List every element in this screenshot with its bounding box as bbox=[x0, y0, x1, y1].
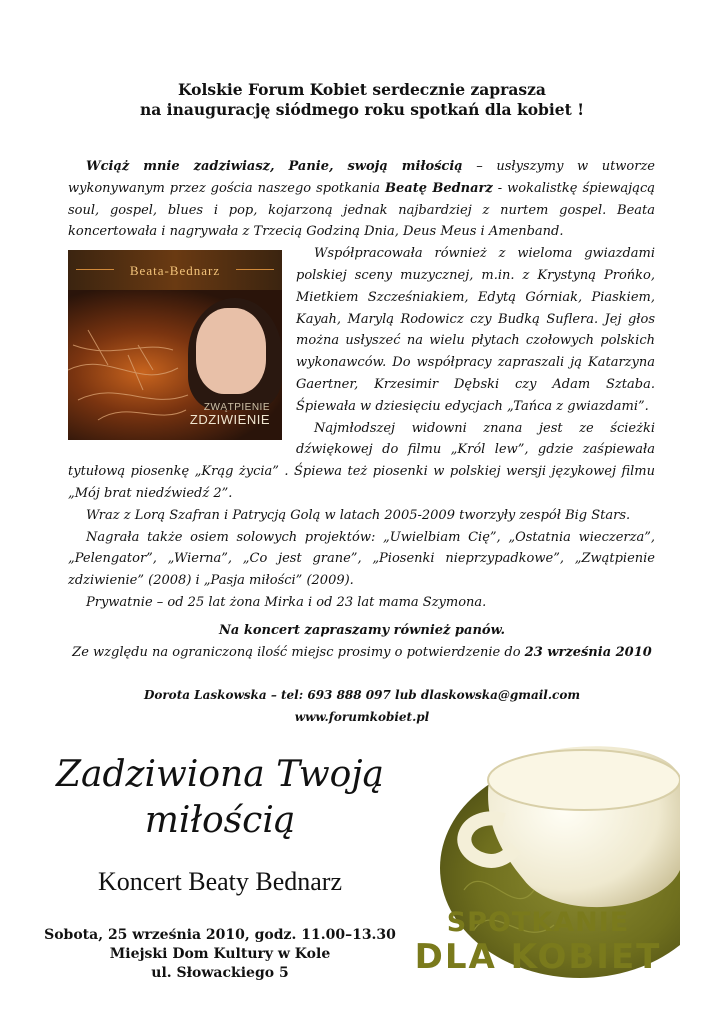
intro-name: Beatę Bednarz bbox=[385, 180, 493, 196]
invitation-header bbox=[0, 80, 724, 120]
intro-text-1: – usłyszymy w utworze wykonywanym przez gościa naszego spotkania bbox=[68, 159, 656, 196]
brand-line-1: SPOTKANIE bbox=[446, 907, 630, 938]
album-title-small: ZWĄTPIENIE bbox=[203, 402, 270, 414]
article-body bbox=[68, 156, 655, 614]
paragraph-private: Prywatnie – od 25 lat żona Mirka i od 23 lat mama Szymona. bbox=[86, 594, 487, 610]
portrait-face bbox=[196, 308, 266, 394]
intro-quote: Wciąż mnie zadziwiasz, Panie, swoją miłością bbox=[86, 159, 463, 174]
album-title-big: ZDZIWIENIE bbox=[189, 412, 270, 428]
invite-men-line: Na koncert zapraszamy również panów. bbox=[219, 623, 505, 638]
event-venue: Miejski Dom Kultury w Kole bbox=[109, 946, 331, 962]
invitation-note bbox=[0, 620, 724, 664]
confirmation-line bbox=[0, 642, 724, 664]
contact-line: Dorota Laskowska – tel: 693 888 097 lub dlaskowska@gmail.com bbox=[143, 688, 581, 702]
website-link[interactable]: www.forumkobiet.pl bbox=[294, 710, 430, 724]
brand-line-2: DLA KOBIET bbox=[414, 937, 662, 977]
poster-title-line-1: Zadziwiona Twoją bbox=[56, 754, 384, 795]
paragraph-soundtrack: Najmłodszej widowni znana jest ze ścieżki dźwiękowej do filmu „Król lew”, gdzie zaśpiewała tytułową piosenkę „Krąg życia” . Śpiewa też piosenki w polskiej wersji językowej filmu „Mój brat niedźwiedź 2”. bbox=[68, 420, 655, 501]
contact-block bbox=[0, 684, 724, 728]
event-address: ul. Słowackiego 5 bbox=[151, 965, 289, 981]
paragraph-big-stars: Wraz z Lorą Szafran i Patrycją Golą w latach 2005-2009 tworzyły zespół Big Stars. bbox=[86, 507, 631, 523]
concert-subtitle: Koncert Beaty Bednarz bbox=[97, 867, 342, 896]
paragraph-collaborations: Współpracowała również z wieloma gwiazdami polskiej sceny muzycznej, m.in. z Krystyną Prońko, Mietkiem Szcześniakiem, Edytą Górniak, Piaskiem, Kayah, Marylą Rodowicz czy Budką Suflera. Jej głos można usłyszeć na wielu płytach czołowych polskich wykonawców. Do współpracy zapraszali ją Katarzyna Gaertner, Krzesimir Dębski czy Adam Sztaba. Śpiewała w dziesięciu edycjach „Tańca z gwiazdami”. bbox=[296, 246, 655, 414]
header-line-1: Kolskie Forum Kobiet serdecznie zaprasza bbox=[178, 80, 546, 99]
event-details bbox=[40, 926, 400, 983]
brand-logo bbox=[404, 906, 672, 977]
intro-paragraph bbox=[68, 156, 655, 243]
poster-title bbox=[40, 752, 400, 844]
event-date: Sobota, 25 września 2010, godz. 11.00–13.30 bbox=[44, 927, 396, 943]
album-cover-image bbox=[68, 250, 282, 440]
album-artist: Beata-Bednarz bbox=[129, 263, 221, 279]
paragraph-projects: Nagrała także osiem solowych projektów: „Uwielbiam Cię”, „Ostatnia wieczerza”, „Pelengator”, „Wierna”, „Co jest grane”, „Piosenki nieprzypadkowe”, „Zwątpienie zdziwienie” (2008) i „Pasja miłości” (2009). bbox=[68, 529, 655, 589]
poster-title-line-2: miłością bbox=[144, 800, 296, 841]
confirmation-deadline: 23 września 2010 bbox=[524, 645, 652, 660]
album-title bbox=[190, 402, 270, 426]
header-line-2: na inaugurację siódmego roku spotkań dla kobiet ! bbox=[139, 100, 585, 119]
intro-text-2: - wokalistkę śpiewającą soul, gospel, blues i pop, kojarzoną jednak najbardziej z nurtem gospel. Beata koncertowała i nagrywała z Trzecią Godziną Dnia, Deus Meus i Amenband. bbox=[68, 180, 655, 240]
confirmation-text: Ze względu na ograniczoną ilość miejsc prosimy o potwierdzenie do bbox=[72, 645, 525, 660]
